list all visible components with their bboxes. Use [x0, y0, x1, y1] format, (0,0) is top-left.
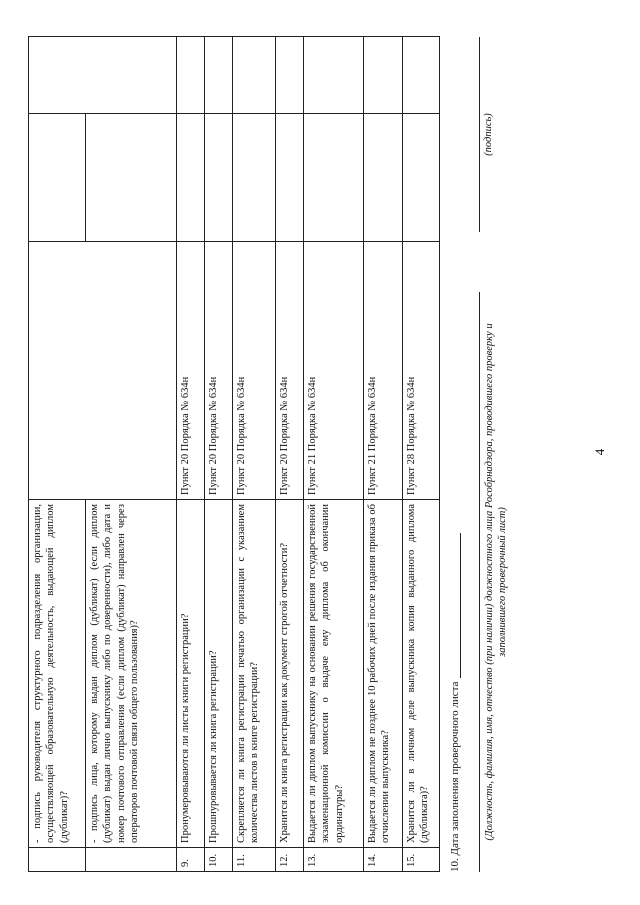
row-number: 13.: [304, 848, 364, 872]
note-cell: [233, 37, 276, 114]
page-number: 4: [592, 448, 607, 456]
table-row: [233, 37, 276, 872]
fill-date-line: [448, 533, 461, 678]
row-number: 14.: [364, 848, 403, 872]
row-number: 9.: [177, 848, 205, 872]
signature-block: [479, 37, 539, 872]
question-cell: Хранится ли в личном деле выпускника копия выданного диплома (дубликата)?: [403, 500, 440, 848]
reference-cell: Пункт 21 Порядка № 634н: [364, 242, 403, 500]
table-row: [177, 37, 205, 872]
question-cell: - подпись руководителя структурного подразделения организации, осуществляющей образовательную деятельность, выдающей диплом (дубликат)?: [29, 500, 86, 848]
signature-caption: (подпись): [483, 113, 494, 156]
reference-cell: Пункт 20 Порядка № 634н: [233, 242, 276, 500]
note-cell: [29, 37, 177, 114]
reference-cell: Пункт 20 Порядка № 634н: [276, 242, 304, 500]
table-row: [276, 37, 304, 872]
question-cell: Выдается ли диплом не позднее 10 рабочих дней после издания приказа об отчислении выпускника?: [364, 500, 403, 848]
table-row: [29, 37, 86, 872]
answer-cell: [177, 114, 205, 242]
note-cell: [177, 37, 205, 114]
note-cell: [364, 37, 403, 114]
question-cell: - подпись лица, которому выдан диплом (дубликат) (если диплом (дубликат) выдан лично выпускнику либо по доверенности), либо дата и номер почтового отправления (если диплом (дубликат) направлен через операторов почтовой связи общего пользования)?: [86, 500, 177, 848]
answer-cell: [205, 114, 233, 242]
answer-cell: [86, 114, 177, 242]
table-row: [364, 37, 403, 872]
row-number: 11.: [233, 848, 276, 872]
fill-date-row: [448, 37, 461, 872]
reference-cell: Пункт 20 Порядка № 634н: [177, 242, 205, 500]
row-number: [86, 848, 177, 872]
table-row: [403, 37, 440, 872]
signature-line: [479, 37, 480, 232]
official-line: [479, 292, 480, 872]
reference-cell: Пункт 20 Порядка № 634н: [205, 242, 233, 500]
row-number: 15.: [403, 848, 440, 872]
fill-date-label: 10. Дата заполнения проверочного листа: [449, 681, 461, 872]
row-number: [29, 848, 86, 872]
official-caption: (Должность, фамилия, имя, отчество (при наличии) должностного лица Рособрнадзора, проводившего проверку и заполнившего проверочный лист): [484, 323, 509, 841]
note-cell: [205, 37, 233, 114]
checklist-table: [28, 36, 440, 872]
note-cell: [276, 37, 304, 114]
question-cell: Хранится ли книга регистрации как документ строгой отчетности?: [276, 500, 304, 848]
answer-cell: [29, 114, 86, 242]
answer-cell: [403, 114, 440, 242]
question-cell: Выдается ли диплом выпускнику на основании решения государственной экзаменационной комиссии о выдаче ему диплома об окончании ординатуры?: [304, 500, 364, 848]
answer-cell: [364, 114, 403, 242]
note-cell: [304, 37, 364, 114]
answer-cell: [304, 114, 364, 242]
table-row: [205, 37, 233, 872]
reference-cell: Пункт 21 Порядка № 634н: [304, 242, 364, 500]
reference-cell: Пункт 28 Порядка № 634н: [403, 242, 440, 500]
question-cell: Пронумеровываются ли листы книги регистрации?: [177, 500, 205, 848]
question-cell: Скрепляется ли книга регистрации печатью организации с указанием количества листов в книге регистрации?: [233, 500, 276, 848]
note-cell: [403, 37, 440, 114]
rotated-page-content: [28, 37, 573, 872]
answer-cell: [276, 114, 304, 242]
question-cell: Прошнуровывается ли книга регистрации?: [205, 500, 233, 848]
reference-cell: [29, 242, 177, 500]
answer-cell: [233, 114, 276, 242]
row-number: 10.: [205, 848, 233, 872]
row-number: 12.: [276, 848, 304, 872]
checklist-footer: [448, 37, 539, 872]
table-row: [304, 37, 364, 872]
